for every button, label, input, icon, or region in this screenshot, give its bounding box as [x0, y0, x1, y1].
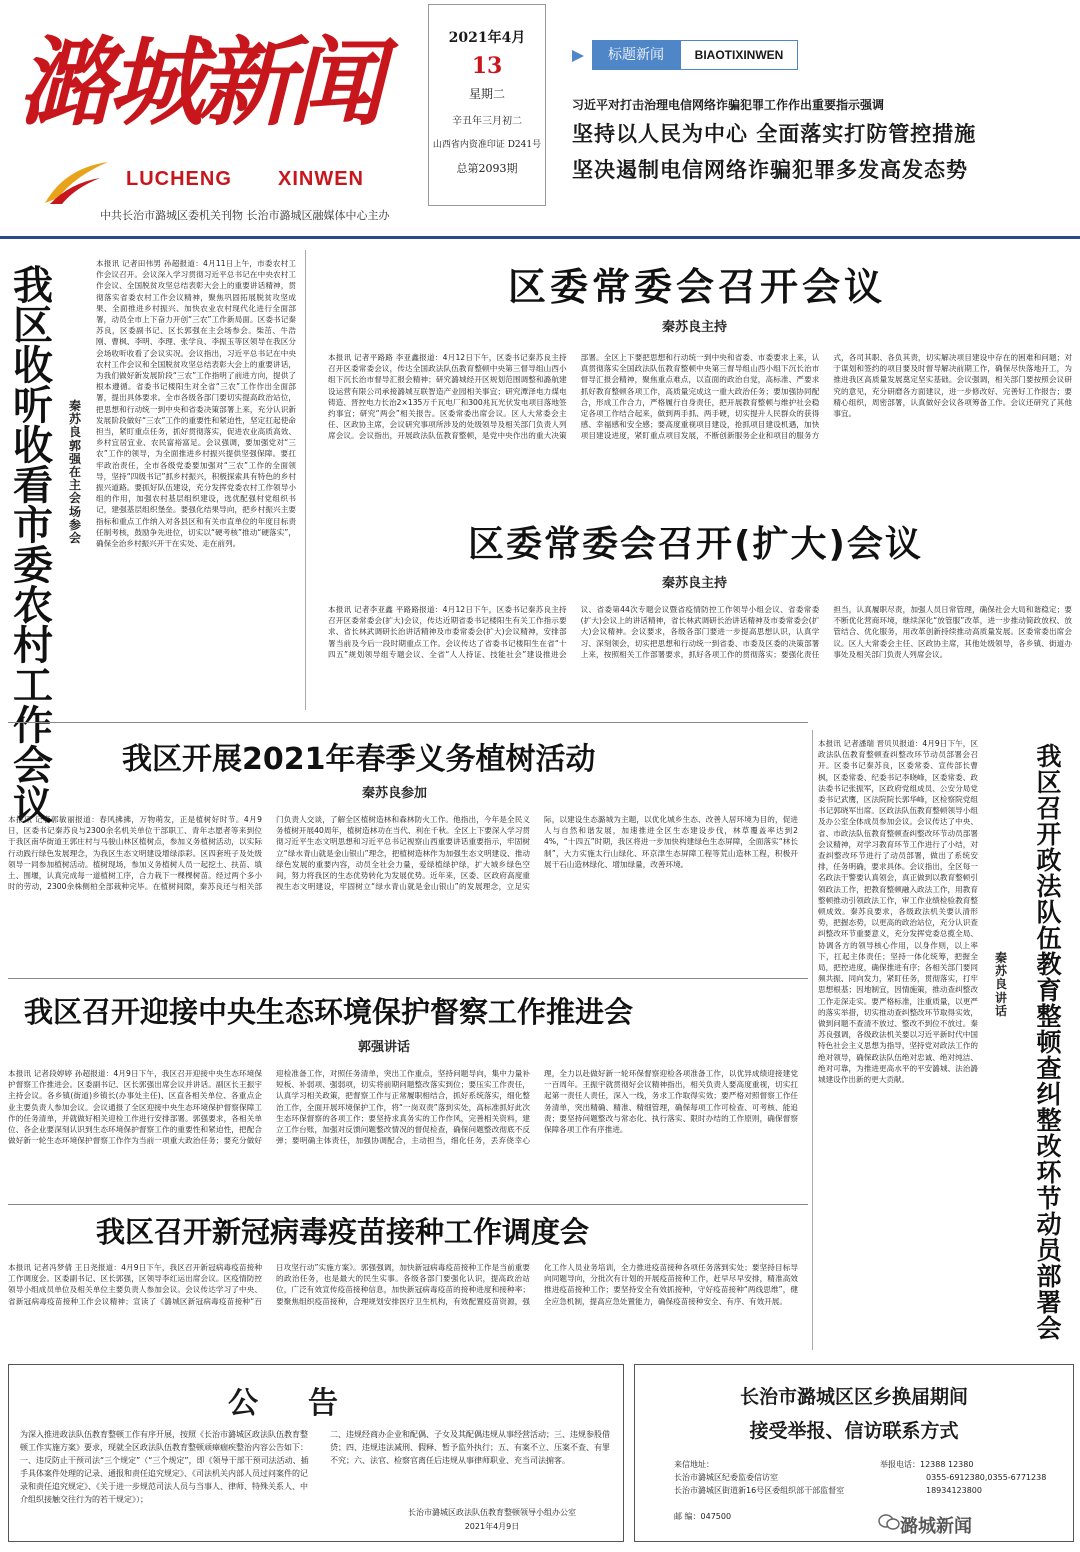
- notice-left-text: 为深入推进政法队伍教育整顿工作有序开展，按照《长治市潞城区政法队伍教育整顿工作实施方案》要求，现就全区政法队伍教育整顿顽瘴痼疾整治内容公告如下：一、违反防止干预司法“三个规定”（“三个规定”，即《领导干部干预司法活动、插手具体案件处理的记录、通报和责任追究规定》、《司法机关内部人员过问案件的记录和责任追究规定》、《关于进一步规范司法人员与当事人、律师、特殊关系人、中介组织接触交往行为的若干规定》）；: [20, 1430, 309, 1504]
- masthead-pinyin-right: XINWEN: [278, 168, 364, 190]
- article4-body: 本报讯 记者郭敏丽报道：春风拂拂，万物萌发，正是植树好时节。4月9日，区委书记秦苏良与2300余名机关单位干部职工、青年志愿者等来到位于我区南华街道王郭庄村与马骏山林区植树点，参加义务植树活动，以实际行动践行绿色发展理念，为我区生态文明建设增绿添彩。区四套班子及处级领导一同参加植树活动。植树现场，参加义务植树人员一起挖土、扶苗、填土、围堰，认真完成每一道植树工序，合力栽下一棵棵树苗。经过两个多小时的劳动，2300余株侧柏全部栽种完毕。在植树间隙，秦苏良还与相关部门负责人交谈，了解全区植树造林和森林防火工作。他指出，今年是全民义务植树开展40周年，植树造林功在当代、利在千秋。全区上下要深入学习贯彻习近平生态文明思想和习近平总书记视察山西重要讲话重要指示，牢固树立“绿水青山就是金山银山”理念，把植树造林作为加强生态文明建设、推动绿色发展的重要内容，动员全社会力量，爱绿植绿护绿，扩大城乡绿色空间，努力将我区的生态优势转化为发展优势。近年来，区委、区政府高度重视生态文明建设，牢固树立“绿水青山就是金山银山”的发展理念，立足实际，以建设生态潞城为主题，以优化城乡生态、改善人居环境为目的，促进人与自然和谐发展，加速推进全区生态建设步伐，林草覆盖率达到24%，“十四五”时期，我区将进一步加快构建绿色生态屏障，全面落实“林长制”，大力实施太行山绿化、环京津生态屏障工程等荒山造林工程，积极开展干石山造林绿化、增加绿量，改善环境。: [8, 815, 798, 892]
- section-divider: [8, 978, 808, 979]
- notice-date: 2021年4月9日: [464, 1522, 520, 1531]
- contact-title2: 接受举报、信访联系方式: [749, 1420, 959, 1442]
- article6-body: 本报讯 记者冯梦倩 王日尧报道：4月9日下午，我区召开新冠病毒疫苗接种工作调度会。区委副书记、区长郭强，区领导李红运出席会议。区疫情防控领导小组成员单位及相关单位主要负责人参加会议。会议传达学习了中央、省新冠病毒疫苗接种工作会议精神；宣读了《潞城区新冠病毒疫苗接种“百日攻坚行动”实施方案》。郭强强调，加快新冠病毒疫苗接种工作是当前重要的政治任务，也是最大的民生实事。各级各部门要强化认识，提高政治站位，广泛有效宣传疫苗接种信息，加快新冠病毒疫苗的接种进度和接种率；要聚焦组织疫苗接种，合理规划安排医疗卫生机构，有效配置疫苗资源，强化工作人员业务培训，全力推进疫苗接种各项任务落到实处；要坚持目标导向同题导向，分批次有计划的开展疫苗接种工作，赶早尽早安排，精准高效推进疫苗接种工作；要坚持安全有效抓接种，守好疫苗接种“两线思维”，健全应急机制，提高应急处置能力，确保疫苗接种安全、有序、有效开展。: [8, 1263, 798, 1306]
- date-serial: 山西省内资准印证 D241号: [432, 140, 542, 150]
- notice-signature: 长治市潞城区政法队伍教育整顿领导小组办公室: [408, 1508, 576, 1517]
- headline-news-arrow-icon: [572, 50, 584, 62]
- article5-title[interactable]: 我区召开迎接中央生态环境保护督察工作推进会: [24, 995, 634, 1029]
- date-total-issue: 总第2093期: [456, 162, 518, 175]
- headline-news-line1[interactable]: 坚持以人民为中心 全面落实打防管控措施: [572, 122, 977, 146]
- article7-body: 本报讯 记者潘瑞 晋贝贝报道：4月9日下午，区政法队伍教育整顿查纠整改环节动员部署会召开。区委书记秦苏良，区委常委、宣传部长曹枫，区委常委、纪委书记李晓峰，区委常委、政法委书记张振军，区政府党组成员、公安分局党委书记武鹰，区法院院长郭华峰，区检察院党组书记郭晓军出席。区政法队伍教育整顿领导小组及办公室全体成员参加会议。会议传达了中央、省、市政法队伍教育整顿查纠整改环节动员部署会议精神，对学习教育环节工作进行了小结，对查纠整改环节进行了动员部署，做出了系统安排，任务明确，要求具体。会议指出，全区每一名政法干警要认真领会，真正做到以教育整顿引领政法工作，把教育整顿融入政法工作，用教育整顿推动引领政法工作，审工作业绩检验教育整顿成效。秦苏良要求，各级政法机关要认清形势，把握态势，以更高的政治站位，充分认识查纠整改环节重要意义，充分发挥党委总揽全局、协调各方的领导核心作用，以身作则，以上率下，扛起主体责任；坚持一体化统筹，把握全局，把控进度，确保推进有序；各相关部门要同频共振、同向发力，紧盯任务，贯彻落实，打牢思想根基；因地制宜，因情施策，推动查纠整改工作走深走实。要严格标准，注重质量，以更严的落实举措，切实推动查纠整改环节取得实效，做到问题不查清不放过、整改不到位不放过。秦苏良强调，各级政法机关要以习近平新时代中国特色社会主义思想为指导，坚持党对政法工作的绝对领导，确保政法队伍绝对忠诚、绝对纯洁、绝对可靠，为推进更高水平的平安潞城、法治潞城建设作出新的更大贡献。: [818, 739, 978, 1085]
- date-box: [428, 4, 546, 206]
- contact-phone-label: 举报电话：12388 12380: [880, 1460, 974, 1469]
- article4-title[interactable]: 我区开展2021年春季义务植树活动: [122, 742, 596, 777]
- masthead-pinyin-left: LUCHENG: [126, 168, 232, 190]
- wechat-icon: [878, 1513, 900, 1531]
- contact-address1: 长治市潞城区纪委监委信访室: [674, 1473, 778, 1482]
- article7-title[interactable]: 我 区 召 开 政 法 队 伍 教 育 整 顿 查 纠 整 改 环 节 动 员 部 署 会: [1036, 742, 1062, 1343]
- section-divider: [8, 1204, 808, 1205]
- contact-mobile: 18934123800: [926, 1486, 982, 1495]
- article3-body: 本报讯 记者李亚鑫 平路路报道：4月12日下午，区委书记秦苏良主持召开区委常委会(扩大)会议，传达近期省委书记楼阳生有关工作指示要求、省长林武调研长治讲话精神及市委常委会(扩大)会议精神，安排部署当前及今后一段时期重点工作。会议传达了省委书记楼阳生在省“十四五”规划领导组专题会议、全省“人人持证、技能社会”建设推进会议、省委第44次专题会议暨省疫情防控工作领导小组会议、省委常委(扩大)会议上的讲话精神，省长林武调研长治讲话精神及市委常委会(扩大)会议精神。会议要求，各级各部门要进一步提高思想认识，认真学习、深刻领会，切实把思想和行动统一到省委、市委及区委的决策部署上来，按照相关工作部署要求，抓好各项工作的贯彻落实；要强化责任担当，认真履职尽责，加强人员日常管理，确保社会大局和谐稳定；要不断优化营商环境，继续深化“放管服”改革，进一步推动简政放权、放管结合、优化服务，用改革创新持续推动高质量发展。区委常委出席会议。区人大常委会主任、区政协主席，其他处级领导，各乡镇、街道办事处及相关部门负责人列席会议。: [328, 605, 1072, 659]
- article1-byline: 秦 苏 良 郭 强 在 主 会 场 参 会: [68, 399, 81, 545]
- watermark: 潞城新闻: [900, 1516, 972, 1537]
- article2-title[interactable]: 区委常委会召开会议: [508, 265, 887, 309]
- notice-title: 公告: [228, 1386, 388, 1421]
- masthead-logo: 潞城新闻: [18, 26, 378, 139]
- date-month: 2021年4月: [448, 30, 526, 46]
- date-lunar: 辛丑年三月初二: [452, 116, 522, 127]
- article1-body: 本报讯 记者田伟男 孙超报道：4月11日上午，市委农村工作会议召开。会议深入学习贯彻习近平总书记在中央农村工作会议、全国脱贫攻坚总结表彰大会上的重要讲话精神，贯彻落实省委农村工作会议精神，聚焦巩固拓展脱贫攻坚成果、全面推进乡村振兴、加快农业农村现代化进行全面部署，动员全市上下奋力开创“三农”工作新局面。区委书记秦苏良，区委副书记、区长郭强在主会场参会。柴茁、牛浩刚、曹枫、李明、李理、张学良、李振玉等区领导在我区分会场收听收看了会议实况。会议指出，习近平总书记在中央农村工作会议和全国脱贫攻坚总结表彰大会上的重要讲话，为我们做好新发展阶段“三农”工作指明了前进方向，提供了根本遵循。省委书记楼阳生对全省“三农”工作作出全面部署，提出具体要求。全市各级各部门要切实提高政治站位，把思想和行动统一到中央和省委决策部署上来，充分认识新发展阶段做好“三农”工作的重要性和紧迫性，坚定扛起使命担当，紧盯重点任务，抓好贯彻落实，促进农业高质高效、乡村宜居宜业、农民富裕富足。会议强调，要加强党对“三农”工作的领导，为全面推进乡村振兴提供坚强保障。要扛牢政治责任，全市各级党委要加强对“三农”工作的全面领导，坚持“四级书记”抓乡村振兴，积极探索具有特色的乡村振兴道路。要抓好队伍建设，充分发挥党委农村工作领导小组的作用，加强农村基层组织建设，选优配强村党组织书记，建强基层组织堡垒。要强化结果导向，把乡村振兴主要指标和重点工作纳入对各县区和有关市直单位的年度目标责任制考核，鼓励争先进位，切实以“硬考核”推动“硬落实”，确保全治乡村振兴开干在实处、走在前列。: [96, 259, 296, 549]
- headline-news-tag: 标题新闻: [592, 40, 680, 70]
- contact-address2: 长治市潞城区街道新16号区委组织部干部监督室: [674, 1486, 845, 1495]
- article6-title[interactable]: 我区召开新冠病毒疫苗接种工作调度会: [96, 1215, 590, 1249]
- date-weekday: 星期二: [468, 87, 505, 101]
- headline-news-pinyin: BIAOTIXINWEN: [680, 40, 798, 70]
- headline-news-line2[interactable]: 坚决遏制电信网络诈骗犯罪多发高发态势: [572, 158, 968, 182]
- column-divider: [812, 730, 813, 1350]
- notice-right-text: 二、违规经商办企业和配偶、子女及其配偶违规从事经营活动；三、违规参股借贷；四、违规违法减刑、假释、暂予监外执行；五、有案不立、压案不查、有罪不究；六、法官、检察官离任后违规从事律师职业、充当司法掮客。: [330, 1430, 610, 1465]
- swoosh-logo-icon: [40, 158, 110, 208]
- contact-title1: 长治市潞城区区乡换届期间: [739, 1386, 968, 1408]
- article5-body: 本报讯 记者段婷婷 孙超报道：4月9日下午，我区召开迎接中央生态环境保护督察工作推进会。区委副书记、区长郭强出席会议并讲话。副区长王振宇主持会议。各乡镇(街道)乡镇长(办事处主任)、区直各相关单位、各重点企业主要负责人参加会议。会议通报了全区迎接中央生态环境保护督察保障工作的任务清单，并就做好相关迎检工作进行安排部署。郭强要求，各相关单位、各企业要深刻认识到生态环境保护督察工作的重要性和紧迫性，把配合做好新一轮生态环境保护督察工作作为当前一项重大政治任务；要充分做好迎检准备工作，对照任务清单，突出工作重点，坚持问题导向，集中力量补短板、补弱项、强弱项，切实将前期问题整改落实到位；要压实工作责任，认真学习相关政策，把督察工作与正常履职相结合，抓好系统落实，细化整治工作，全面开展环境保护工作，将“一岗双责”落到实处，高标准抓好此次生态环保督察的各项工作；要坚持求真务实的工作作风，完善相关资料，建立工作台账，加强对反馈问题整改情况的督促检查，确保问题整改彻底不反弹；要明确主体责任，加强协调配合，主动担当，细化任务，丢弃侥幸心理，全力以赴做好新一轮环保督察迎检各项准备工作，以优异成绩迎接建党一百周年。王振宇就贯彻好会议精神指出，相关负责人要高度重视，切实扛起第一责任人责任，深入一线，务求工作取得实效；要严格对照督察工作任务清单，突出精确、精准、精细管理，确保每项工作可检查、可考核、能追责；要坚持问题整改与常态化、执行落实、限时办结的工作原则，确保督察保障各项工作有序推进。: [8, 1069, 798, 1146]
- headline-news-pretitle: 习近平对打击治理电信网络诈骗犯罪工作作出重要指示强调: [572, 98, 885, 112]
- date-day: 13: [471, 53, 503, 79]
- article7-byline: 秦 苏 良 讲 话: [994, 951, 1007, 1018]
- contact-phone-numbers: 0355-6912380,0355-6771238: [926, 1473, 1047, 1482]
- article5-byline: 郭强讲话: [358, 1040, 411, 1055]
- contact-postcode: 邮 编：047500: [674, 1512, 732, 1521]
- article3-title[interactable]: 区委常委会召开(扩大)会议: [468, 524, 923, 565]
- article2-body: 本报讯 记者平路路 李亚鑫报道：4月12日下午，区委书记秦苏良主持召开区委常委会议，传达全国政法队伍教育整顿中央第三督导组山西小组下沉长治市督导汇报会精神；研究潞城经开区规划范围调整和潞航建设运营有限公司承接潞城互联智造产业园相关事宜；研究潭泽电力煤电铸造、晋控电力长治2×135万千瓦电厂和300兆瓦光伏发电项目落地签约事宜；研究“两会”相关报告。区委常委出席会议。区人大常委会主任、区政协主席，会议研究事项所涉及的处级领导及相关部门负责人列席会议。会议指出，开展政法队伍教育整顿，是党中央作出的重大决策部署。全区上下要把思想和行动统一到中央和省委、市委要求上来，认真贯彻落实全国政法队伍教育整顿中央第三督导组山西小组下沉长治市督导汇报会精神，聚焦重点难点，以直面的政治自觉，高标准、严要求抓好教育整顿各项工作，高质量完成这一重大政治任务；要加强协同配合，形成工作合力，严格履行自身责任，把开展教育整顿与维护社会稳定各项工作结合起来，做到两手抓、两手硬，切实提升人民群众的获得感、幸福感和安全感；要高度重视项目建设，抢抓项目建设机遇，加快项目建设进度，紧盯重点项目发展，不断创新服务企业和项目的服务方式，各司其职、各负其责，切实解决项目建设中存在的困难和问题；对于谋划和签约的项目要及时督导解决前期工作，确保尽快落地开工，为推进我区高质量发展奠定坚实基础。会议强调，相关部门要按照会议研究的意见，充分研磨各方面建议，进一步修改好、完善好工作报告；要精心组织，周密部署，认真做好会议各项筹备工作。会议还研究了其他事宜。: [328, 353, 1072, 441]
- contact-address-label: 来信地址：: [674, 1460, 714, 1469]
- article1-title[interactable]: 我 区 收 听 收 看 市 委 农 村 工 作 会 议: [13, 263, 53, 829]
- article4-byline: 秦苏良参加: [362, 786, 428, 801]
- masthead-rule: [0, 236, 1080, 239]
- column-divider: [305, 250, 306, 710]
- masthead-sponsor: 中共长治市潞城区委机关刊物 长治市潞城区融媒体中心主办: [100, 209, 390, 222]
- article3-byline: 秦苏良主持: [662, 576, 728, 591]
- section-divider: [8, 722, 808, 723]
- article2-byline: 秦苏良主持: [662, 320, 728, 335]
